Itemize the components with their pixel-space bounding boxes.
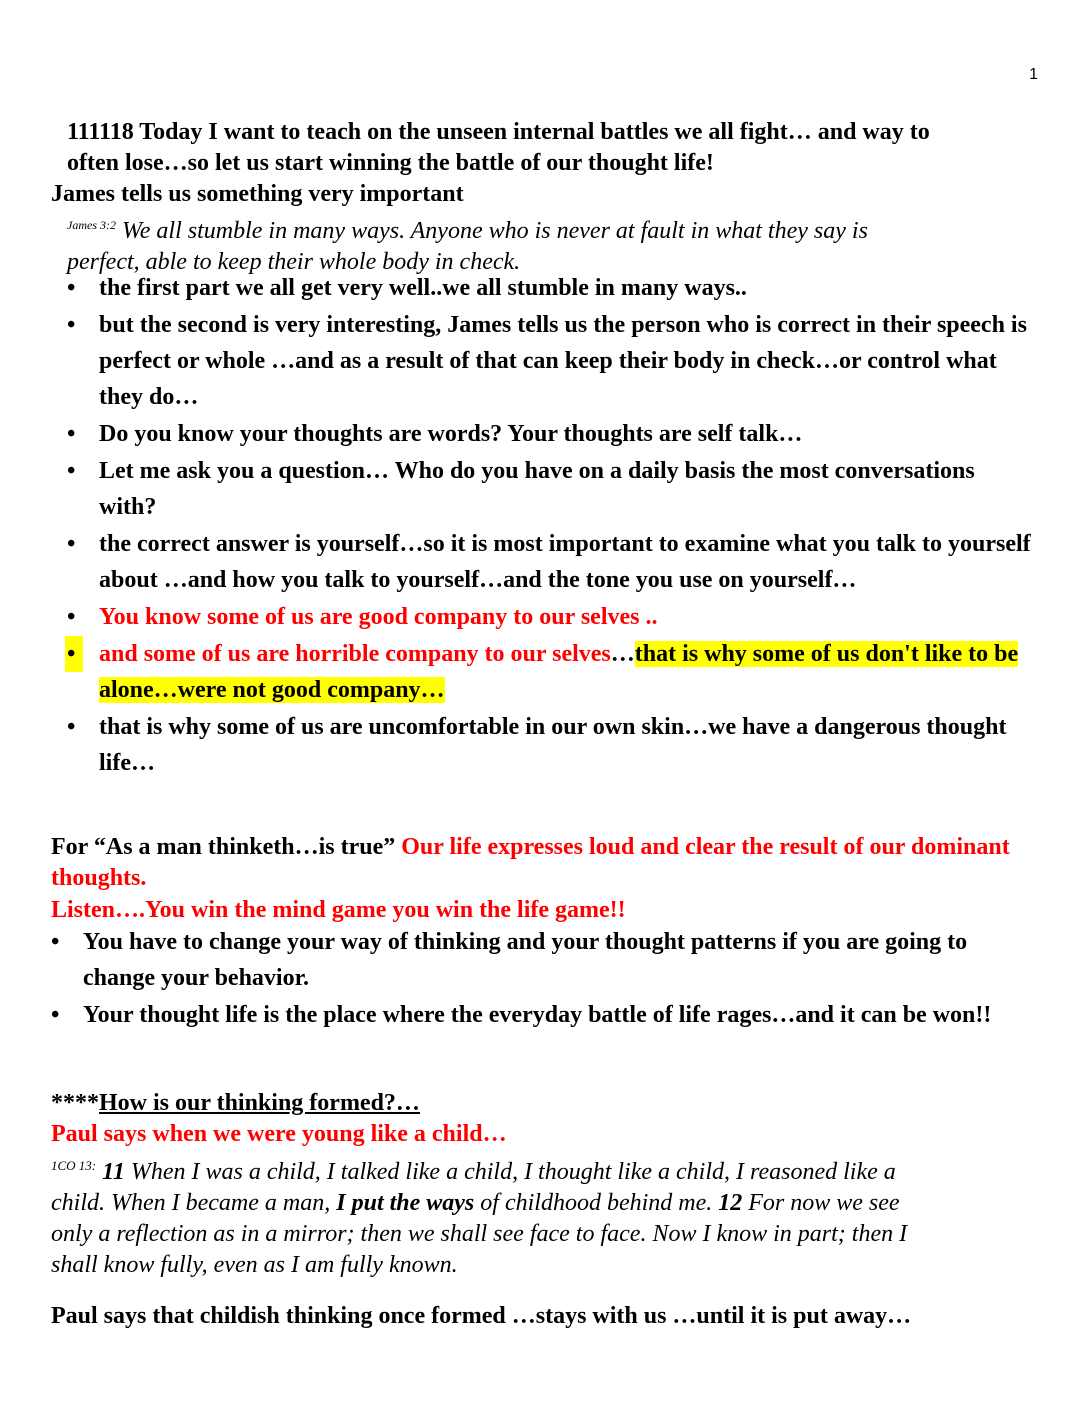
intro-line-1: 111118 Today I want to teach on the unseen internal battles we all fight… and way to: [67, 119, 930, 145]
section-heading: [51, 1088, 420, 1119]
james-heading: James tells us something very important: [51, 181, 464, 207]
intro-title: [67, 117, 1057, 179]
closing-line: Paul says that childish thinking once formed …stays with us …until it is put away…: [51, 1303, 912, 1329]
stars: ****: [51, 1090, 99, 1116]
list-item: • but the second is very interesting, James tells us the person who is correct in their speech is perfect or whole …and as a result of that can keep their body in check…or control what they do…: [67, 307, 1037, 415]
list-item-red: • You know some of us are good company to our selves ..: [67, 599, 1037, 635]
list-item: • Let me ask you a question… Who do you have on a daily basis the most conversations with?: [67, 453, 1037, 525]
verse-reference: James 3:2: [67, 218, 116, 232]
bold-phrase: I put the ways: [336, 1190, 475, 1216]
verse-text-2: perfect, able to keep their whole body in check.: [67, 249, 521, 275]
list-item: • the correct answer is yourself…so it is most important to examine what you talk to yourself about …and how you talk to yourself…and the tone you use on yourself…: [67, 526, 1037, 598]
list-item: • the first part we all get very well..we all stumble in many ways..: [67, 270, 1037, 306]
list-item: • Your thought life is the place where the everyday battle of life rages…and it can be won!!: [51, 997, 1041, 1033]
list-item: • You have to change your way of thinking and your thought patterns if you are going to change your behavior.: [51, 924, 1041, 996]
highlighted-text: that is why some of us don't like to be alone…were not good company…: [99, 641, 1019, 703]
verse-number-11: 11: [96, 1159, 125, 1185]
list-item-highlighted: [67, 636, 1037, 708]
listen-line: Listen….You win the mind game you win the life game!!: [51, 897, 626, 923]
list-item: • that is why some of us are uncomfortable in our own skin…we have a dangerous thought life…: [67, 709, 1037, 781]
corinthians-verse: $^{1CO 13:}$ 11 When I was a child, I talked like a child, I thought like a child, I reasoned like a child. When I became a man, I put the ways of childhood behind me. 12 For now we see only a reflection as in a mirror; then we shall see face to face. Now I know in part; then I shall know fully, even as I am fully known.: [51, 1158, 908, 1278]
bullet-list-main: [67, 270, 1037, 782]
verse-number-12: 12: [718, 1190, 743, 1216]
intro-line-2: often lose…so let us start winning the battle of our thought life!: [67, 150, 714, 176]
thinketh-black: For “As a man thinketh…is true”: [51, 834, 402, 860]
list-item: • Do you know your thoughts are words? Your thoughts are self talk…: [67, 416, 1037, 452]
corinthians-reference: 1CO 13:: [51, 1158, 97, 1173]
thinketh-paragraph: [51, 832, 1031, 894]
paul-line: Paul says when we were young like a child…: [51, 1121, 507, 1147]
james-verse: [67, 210, 1057, 278]
verse-text-1: We all stumble in many ways. Anyone who is never at fault in what they say is: [115, 218, 868, 244]
page-number: 1: [1029, 66, 1038, 83]
red-text: and some of us are horrible company to our selves: [99, 641, 611, 667]
section-heading-text: How is our thinking formed?…: [99, 1090, 420, 1116]
bullet-list-secondary: [51, 924, 1041, 1034]
ellipsis-text: …: [610, 641, 635, 667]
thinketh-red: Our life expresses loud and clear the result of our dominant thoughts.: [51, 834, 1010, 891]
